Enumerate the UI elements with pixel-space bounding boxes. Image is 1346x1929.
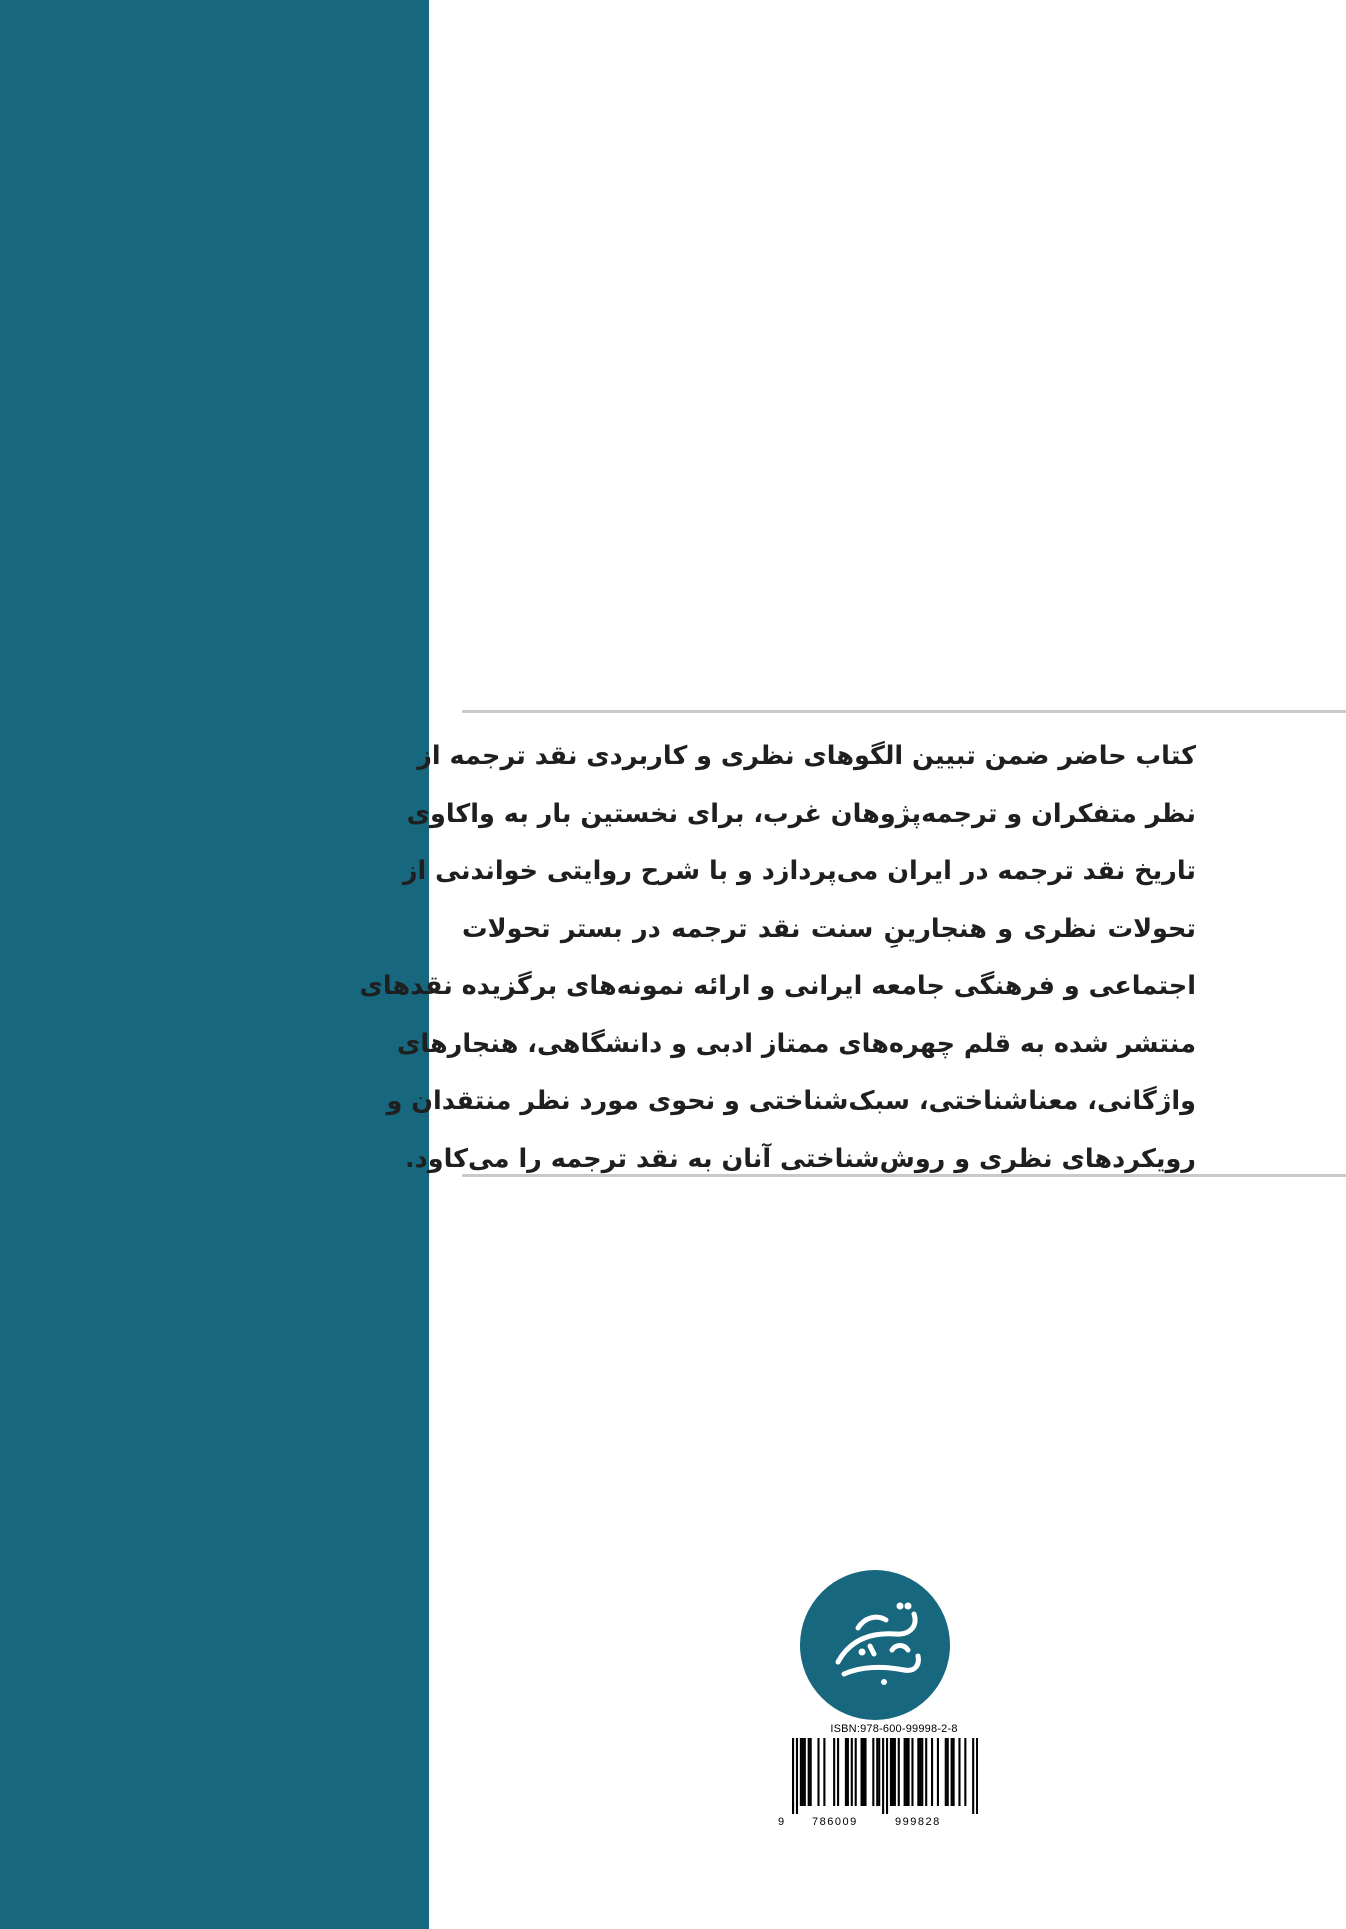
barcode-bar: [898, 1738, 900, 1806]
barcode-bar: [876, 1738, 878, 1806]
barcode-bar: [872, 1738, 874, 1806]
barcode-bar: [937, 1738, 939, 1806]
barcode-digits-right: 999828: [895, 1816, 941, 1828]
barcode-bar: [945, 1738, 947, 1806]
barcode-bar: [931, 1738, 933, 1806]
blurb-line: نظر متفکران و ترجمه‌پژوهان غرب، برای نخستین بار به واکاوی: [406, 798, 1196, 829]
blurb-line: واژگانی، معناشناختی، سبک‌شناختی و نحوی مورد نظر منتقدان و: [386, 1086, 1196, 1116]
barcode-bar: [906, 1738, 908, 1806]
publisher-logo-emblem: [800, 1570, 950, 1720]
barcode-bar: [882, 1738, 884, 1814]
barcode-bar: [892, 1738, 894, 1806]
bottom-divider: [462, 1174, 1346, 1177]
barcode-bar: [808, 1738, 810, 1806]
barcode-bar: [921, 1738, 923, 1806]
blurb-line: تاریخ نقد ترجمه در ایران می‌پردازد و با شرح روایتی خواندنی از: [402, 856, 1196, 886]
barcode-bar: [796, 1738, 798, 1814]
barcode-bar: [972, 1738, 974, 1814]
barcode-bar: [802, 1738, 804, 1806]
barcode-bar: [861, 1738, 863, 1806]
barcode-bar: [817, 1738, 819, 1806]
barcode-bar: [925, 1738, 927, 1806]
isbn-label: ISBN:978-600-99998-2-8: [830, 1723, 958, 1735]
barcode-bar: [958, 1738, 960, 1806]
barcode-bar: [823, 1738, 825, 1806]
barcode-bar: [947, 1738, 949, 1806]
barcode-bar: [964, 1738, 966, 1806]
barcode-bar: [953, 1738, 955, 1806]
barcode-bar: [864, 1738, 866, 1806]
barcode-bar: [919, 1738, 921, 1806]
blurb-line: رویکردهای نظری و روش‌شناختی آنان به نقد ترجمه را می‌کاود.: [404, 1143, 1196, 1174]
barcode-bar: [862, 1738, 864, 1806]
barcode-bar: [951, 1738, 953, 1806]
barcode-digits-left: 786009: [812, 1816, 858, 1828]
barcode-bar: [800, 1738, 802, 1806]
barcode-bar: [845, 1738, 847, 1806]
top-divider: [462, 710, 1346, 713]
barcode-bar: [878, 1738, 880, 1806]
barcode-bar: [810, 1738, 812, 1806]
barcode-bar: [890, 1738, 892, 1806]
blurb-line: اجتماعی و فرهنگی جامعه ایرانی و ارائه نمونه‌های برگزیده نقدهای: [359, 971, 1196, 1001]
barcode-bar: [886, 1738, 888, 1814]
barcode-bar: [894, 1738, 896, 1806]
barcode-bar: [833, 1738, 835, 1806]
barcode-bar: [976, 1738, 978, 1814]
back-cover-blurb: [359, 728, 1196, 1188]
barcode-digit-lead: 9: [778, 1816, 785, 1828]
barcode: [792, 1738, 978, 1814]
barcode-bar: [792, 1738, 794, 1814]
blurb-line: منتشر شده به قلم چهره‌های ممتاز ادبی و دانشگاهی، هنجارهای: [397, 1028, 1196, 1059]
barcode-bar: [851, 1738, 853, 1806]
barcode-bar: [904, 1738, 906, 1806]
blurb-line: تحولات نظری و هنجارینِ سنت نقد ترجمه در بستر تحولات: [462, 913, 1196, 944]
barcode-bar: [917, 1738, 919, 1806]
barcode-bar: [855, 1738, 857, 1806]
publisher-logo-icon: [800, 1570, 950, 1720]
barcode-bar: [908, 1738, 910, 1806]
barcode-bar: [804, 1738, 806, 1806]
isbn-barcode-block: [778, 1723, 978, 1833]
barcode-bar: [911, 1738, 913, 1806]
barcode-bar: [847, 1738, 849, 1806]
blurb-line: کتاب حاضر ضمن تبیین الگوهای نظری و کاربردی نقد ترجمه از: [417, 741, 1196, 771]
barcode-bar: [837, 1738, 839, 1806]
